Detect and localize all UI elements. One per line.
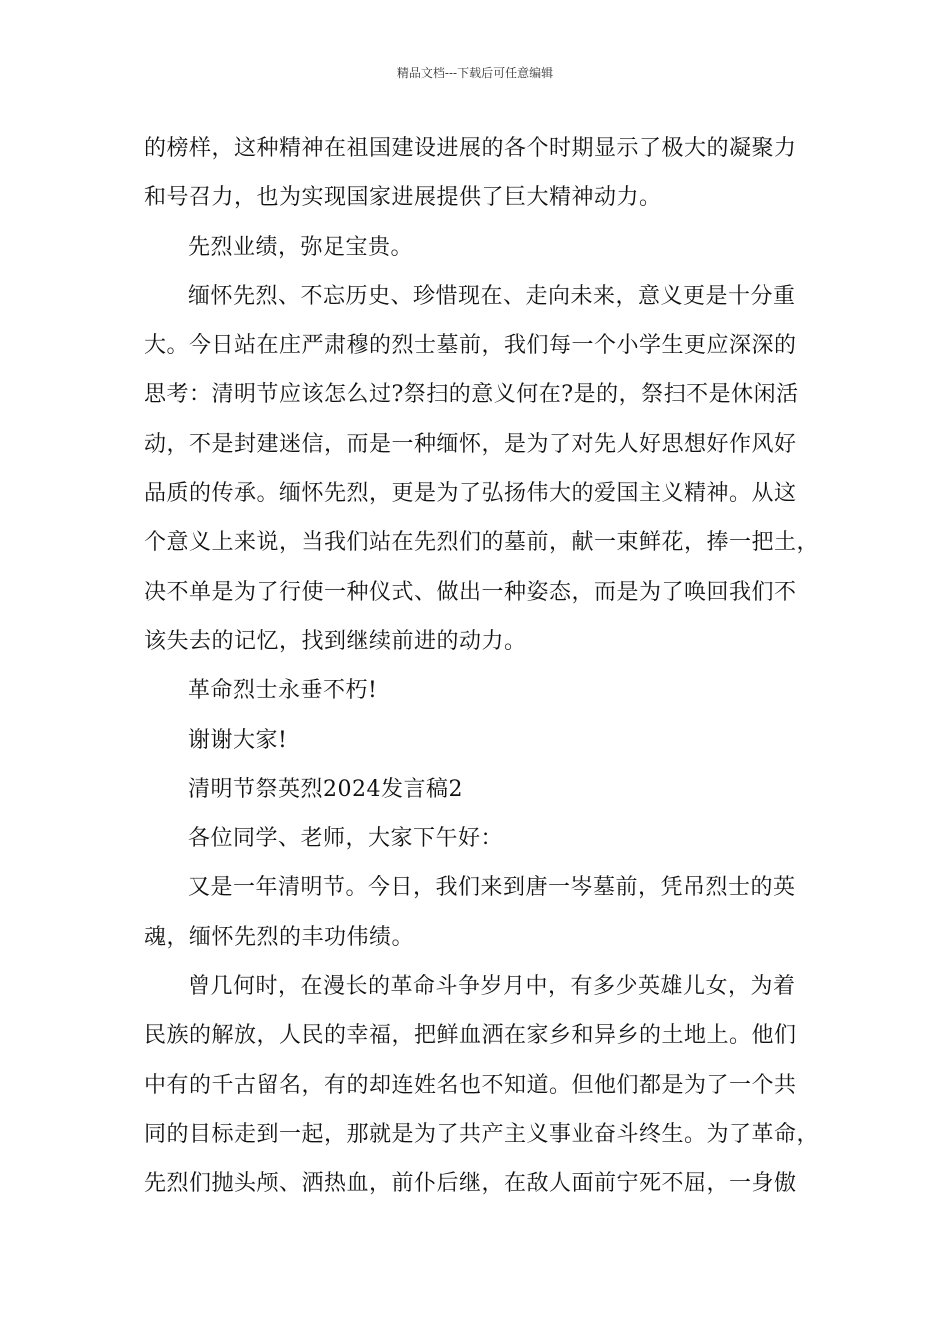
text-line: 个意义上来说，当我们站在先烈们的墓前，献一束鲜花，捧一把土， xyxy=(144,530,820,556)
text-line: 大。今日站在庄严肃穆的烈士墓前，我们每一个小学生更应深深的 xyxy=(144,333,797,359)
text-line: 决不单是为了行使一种仪式、做出一种姿态，而是为了唤回我们不 xyxy=(144,579,797,605)
text-line: 魂，缅怀先烈的丰功伟绩。 xyxy=(144,924,415,950)
text-line: 思考：清明节应该怎么过?祭扫的意义何在?是的，祭扫不是休闲活 xyxy=(144,382,799,408)
text-line: 和号召力，也为实现国家进展提供了巨大精神动力。 xyxy=(144,185,662,211)
text-line: 同的目标走到一起，那就是为了共产主义事业奋斗终生。为了革命， xyxy=(144,1121,820,1147)
text-line: 动，不是封建迷信，而是一种缅怀，是为了对先人好思想好作风好 xyxy=(144,431,797,457)
text-line: 的榜样，这种精神在祖国建设进展的各个时期显示了极大的凝聚力 xyxy=(144,136,797,161)
text-line: 又是一年清明节。今日，我们来到唐一岑墓前，凭吊烈士的英 xyxy=(188,875,796,901)
text-line: 曾几何时，在漫长的革命斗争岁月中，有多少英雄儿女，为着 xyxy=(188,974,796,1000)
text-line: 革命烈士永垂不朽! xyxy=(188,678,378,704)
text-line: 谢谢大家! xyxy=(188,727,288,753)
document-body xyxy=(144,124,820,1209)
section-title: 清明节祭英烈2024发言稿2 xyxy=(188,776,463,802)
page-header: 精品文档---下载后可任意编辑 xyxy=(396,66,554,80)
text-line: 中有的千古留名，有的却连姓名也不知道。但他们都是为了一个共 xyxy=(144,1072,797,1098)
text-line: 各位同学、老师，大家下午好： xyxy=(188,826,504,852)
text-line: 先烈们抛头颅、洒热血，前仆后继，在敌人面前宁死不屈，一身傲 xyxy=(144,1171,797,1197)
text-line: 缅怀先烈、不忘历史、珍惜现在、走向未来，意义更是十分重 xyxy=(188,283,796,309)
text-line: 品质的传承。缅怀先烈，更是为了弘扬伟大的爱国主义精神。从这 xyxy=(144,481,797,507)
text-line: 民族的解放，人民的幸福，把鲜血洒在家乡和异乡的土地上。他们 xyxy=(144,1023,797,1049)
text-line: 先烈业绩，弥足宝贵。 xyxy=(188,234,414,260)
text-line: 该失去的记忆，找到继续前进的动力。 xyxy=(144,628,527,654)
